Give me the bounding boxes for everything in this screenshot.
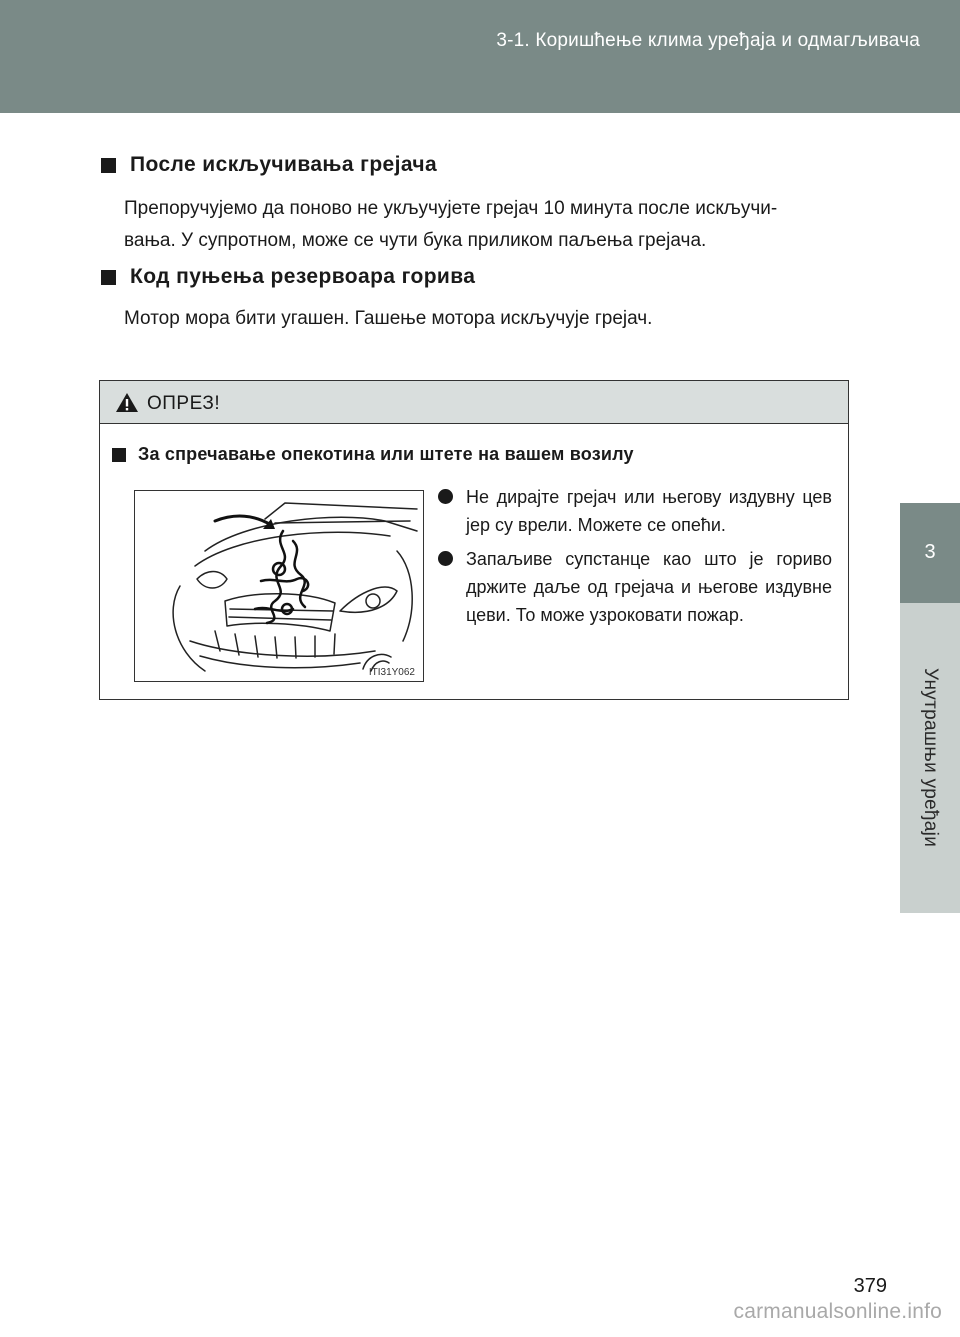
square-bullet-icon: [112, 448, 126, 462]
section-heading-refueling: [101, 265, 475, 289]
body-line: Препоручујемо да поново не укључујете грејач 10 минута после искључи-: [124, 198, 778, 219]
illustration-code: ITI31Y062: [368, 667, 415, 678]
caution-subheading: [112, 444, 634, 465]
caution-item: [436, 545, 832, 629]
chapter-title: 3-1. Коришћење клима уређаја и одмагљивача: [496, 30, 920, 51]
car-front-drawing: [135, 491, 423, 681]
section-body-after-heater-off: [124, 193, 860, 257]
caution-item-text: Не дирајте грејач или његову издувну цев јер су врели. Можете се опећи.: [466, 487, 832, 535]
watermark-link[interactable]: carmanualsonline.info: [733, 1300, 942, 1323]
caution-title: ОПРЕЗ!: [147, 393, 221, 414]
caution-item-text: Запаљиве супстанце као што је гориво држите даље од грејача и његове издувне цеви. То може узроковати пожар.: [466, 549, 832, 625]
caution-item: [436, 483, 832, 539]
caution-box: [99, 380, 849, 700]
section-body-refueling: [124, 303, 860, 335]
round-bullet-icon: [438, 551, 453, 566]
round-bullet-icon: [438, 489, 453, 504]
section-heading-text: Код пуњења резервоара горива: [130, 265, 476, 288]
body-line: вања. У супротном, може се чути бука приликом паљења грејача.: [124, 230, 707, 251]
heater-illustration: [134, 490, 424, 682]
section-heading-after-heater-off: [101, 153, 437, 177]
header-band: [0, 0, 960, 113]
chapter-tab-label: Унутрашњи уређаји: [920, 668, 941, 848]
chapter-tab: [900, 503, 960, 603]
caution-subheading-text: За спречавање опекотина или штете на вашем возилу: [138, 444, 634, 464]
chapter-tab-label-area: [900, 603, 960, 913]
section-heading-text: После искључивања грејача: [130, 153, 438, 176]
caution-header: [100, 381, 848, 424]
square-bullet-icon: [101, 158, 116, 173]
caution-list: [436, 483, 832, 635]
chapter-tab-number: 3: [924, 541, 936, 563]
warning-triangle-icon: [115, 392, 139, 413]
page-number: 379: [853, 1275, 887, 1297]
square-bullet-icon: [101, 270, 116, 285]
body-line: Мотор мора бити угашен. Гашење мотора искључује грејач.: [124, 308, 653, 329]
